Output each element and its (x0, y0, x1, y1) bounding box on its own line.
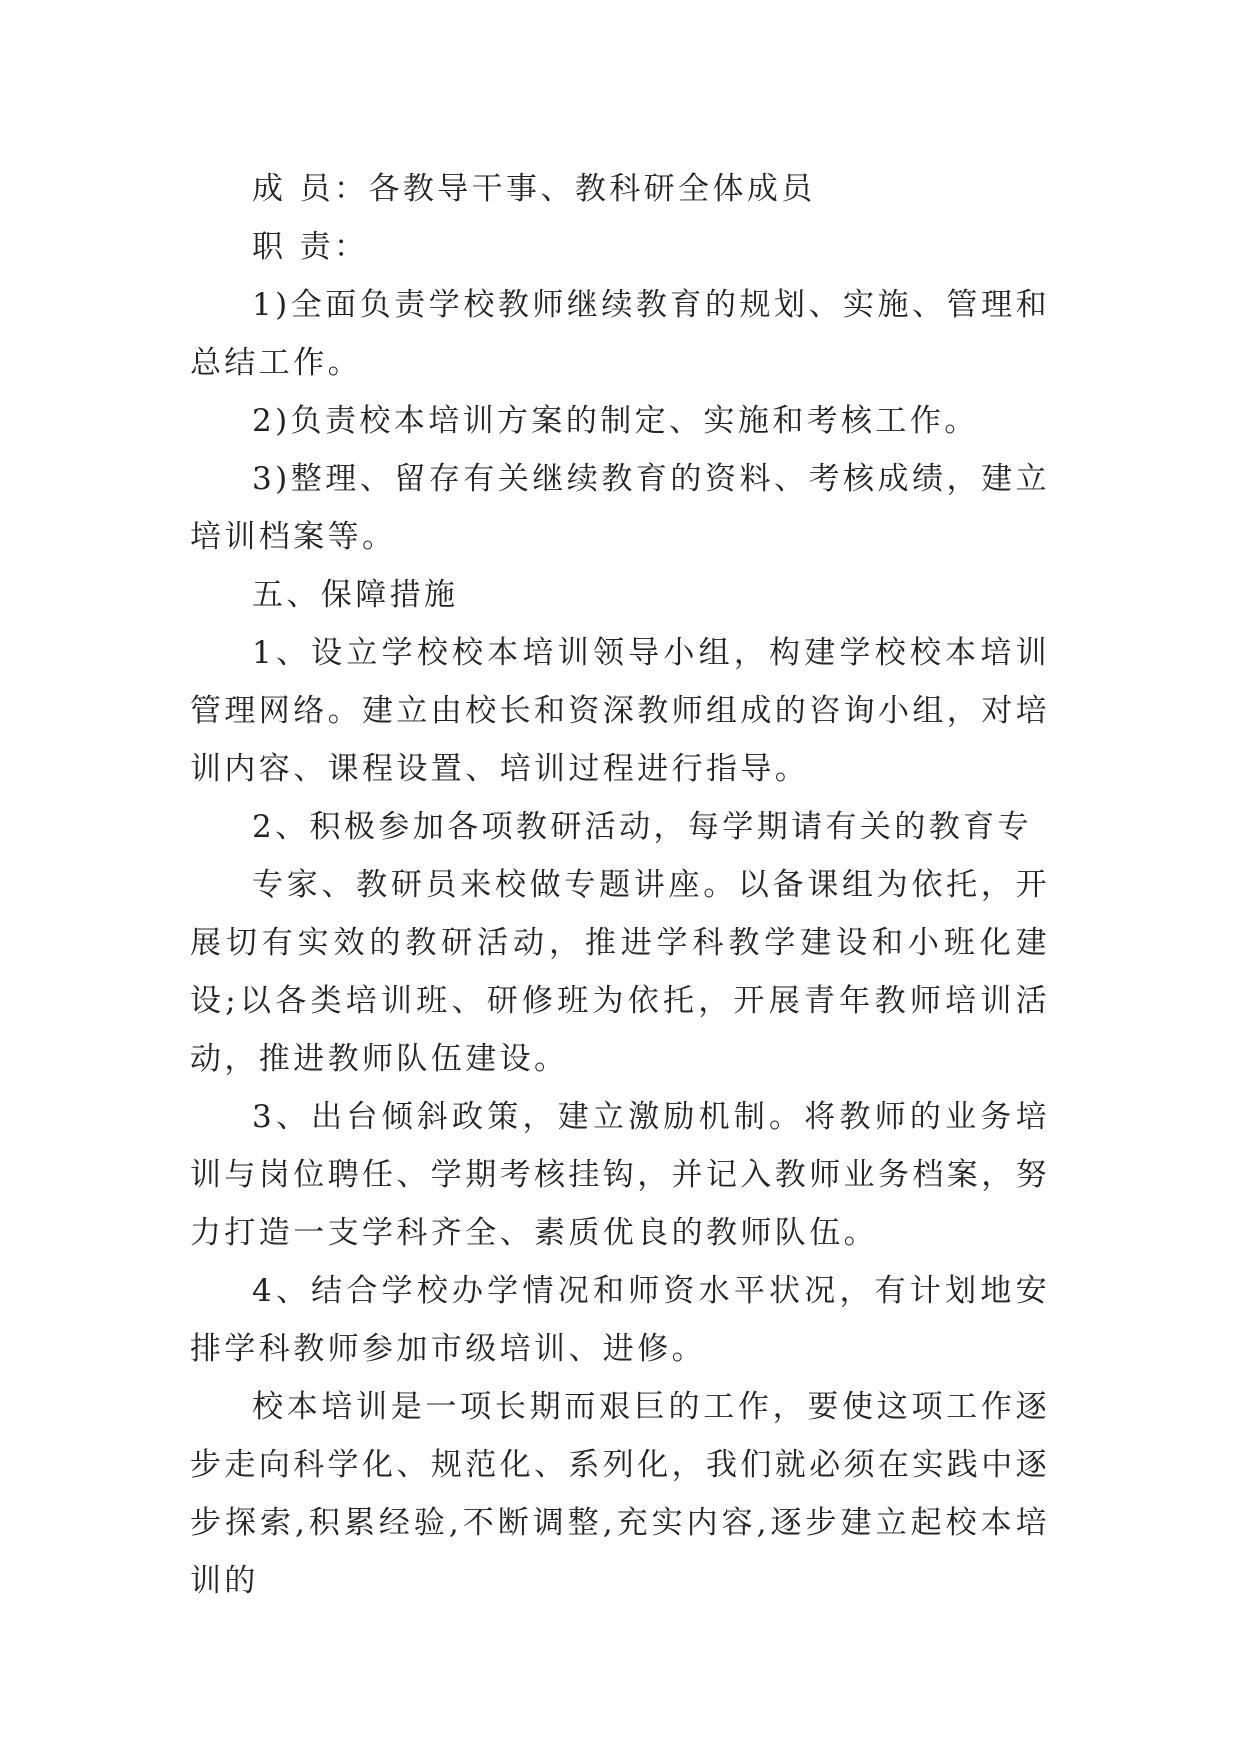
duty-item-1: 1)全面负责学校教师继续教育的规划、实施、管理和总结工作。 (190, 287, 1050, 381)
measure-1: 1、设立学校校本培训领导小组，构建学校校本培训管理网络。建立由校长和资深教师组成的咨询小组，对培训内容、课程设置、培训过程进行指导。 (190, 635, 1050, 787)
measure-4: 4、结合学校办学情况和师资水平状况，有计划地安排学科教师参加市级培训、进修。 (190, 1273, 1050, 1367)
members-line: 成 员：各教导干事、教科研全体成员 (252, 171, 816, 207)
closing-paragraph: 校本培训是一项长期而艰巨的工作，要使这项工作逐步走向科学化、规范化、系列化，我们就必须在实践中逐步探索,积累经验,不断调整,充实内容,逐步建立起校本培训的 (190, 1389, 1050, 1599)
measure-3: 3、出台倾斜政策，建立激励机制。将教师的业务培训与岗位聘任、学期考核挂钩，并记入教师业务档案，努力打造一支学科齐全、素质优良的教师队伍。 (190, 1099, 1050, 1251)
measure-2-continued: 专家、教研员来校做专题讲座。以备课组为依托，开展切有实效的教研活动，推进学科教学建设和小班化建设;以各类培训班、研修班为依托，开展青年教师培训活动，推进教师队伍建设。 (190, 867, 1050, 1077)
duties-heading: 职 责： (252, 229, 369, 265)
duty-item-3: 3)整理、留存有关继续教育的资料、考核成绩，建立培训档案等。 (190, 461, 1050, 555)
section-heading-safeguards: 五、保障措施 (252, 577, 459, 613)
measure-2: 2、积极参加各项教研活动，每学期请有关的教育专 (252, 809, 1032, 845)
duty-item-2: 2)负责校本培训方案的制定、实施和考核工作。 (252, 403, 979, 439)
document-body (190, 160, 1050, 1610)
